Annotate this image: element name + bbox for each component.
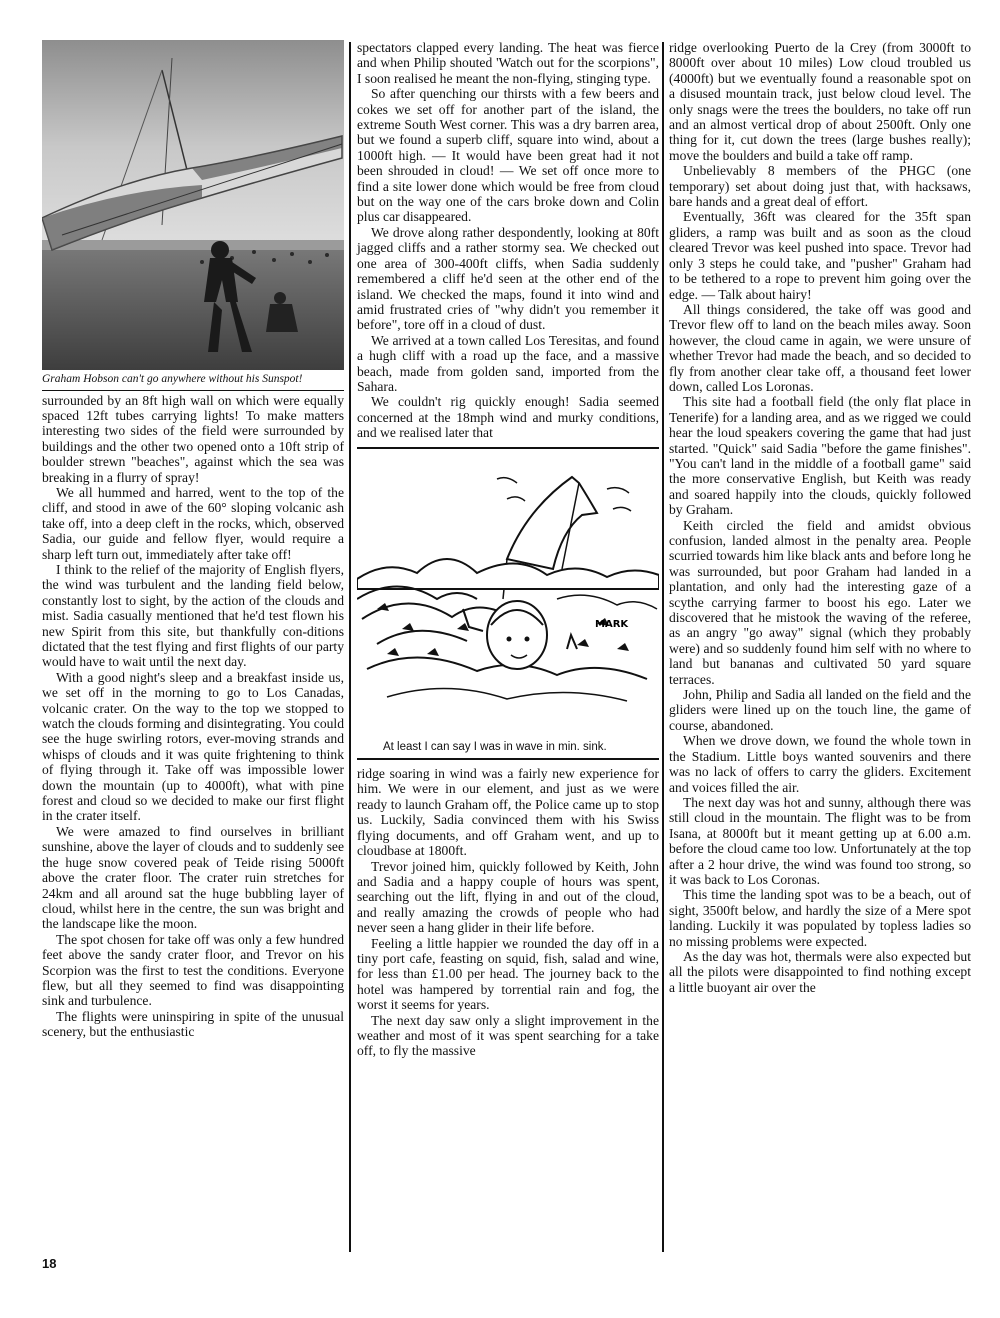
paragraph: We couldn't rig quickly enough! Sadia seemed concerned at the 18mph wind and murky conditions, and we realised later that: [357, 394, 659, 441]
paragraph: We arrived at a town called Los Teresitas, and found a hugh cliff with a road up the face, and a massive beach, made from golden sand, imported from the Sahara.: [357, 332, 659, 394]
paragraph: John, Philip and Sadia all landed on the field and the gliders were lined up on the touch line, the game of course, abandoned.: [669, 687, 971, 733]
paragraph: Keith circled the field and amidst obvious confusion, landed almost in the penalty area. People scurried towards him like black ants and before long he was surrounded, but poor Graham had landed in a plantation, and only had the interesting gaze of a scythe carrying farmer to boost his ego. Later we discovered that he mistook the waving of the referee, as an angry "go away" signal (which they probably were) and so suddenly found him self with no where to land but bananas and cultivated 50 yard square terraces.: [669, 517, 971, 687]
paragraph: The next day was hot and sunny, although there was still cloud in the mountain. The flight was to be from Isana, at 8000ft but it meant getting up at 6.00 a.m. before the cloud came too low. Unfortunately at the top after a 2 hour drive, the wind was found too strong, so it was back to Los Coronas.: [669, 794, 971, 887]
paragraph: The next day saw only a slight improvement in the weather and most of it was spent searching for a take off, to fly the massive: [357, 1012, 659, 1059]
paragraph: The spot chosen for take off was only a few hundred feet above the sandy crater floor, and Trevor on his Scorpion was the first to test the conditions. Everyone flew, but all they seemed to find was disappointing sink and turbulence.: [42, 931, 344, 1009]
paragraph: All things considered, the take off was good and Trevor flew off to land on the beach miles away. Soon however, the cloud came in again, we were unsure of whether Trevor had made the beach, and so decided to fly from another clear take off, a thousand feet lower down, called Los Loronas.: [669, 301, 971, 394]
cartoon-illustration: [357, 447, 659, 737]
hang-glider-photo-icon: [42, 40, 344, 370]
column-2: [357, 40, 659, 1059]
paragraph: This site had a football field (the only flat place in Tenerife) for a landing area, and as we rigged we could hear the loud speakers covering the game that had just started. "Quick" said Sadia "before the game finishes". "You can't land in the middle of a football game" said the more conservative English, but Keith was ready and soared happily into the clouds, quickly followed by Graham.: [669, 394, 971, 518]
paragraph: ridge overlooking Puerto de la Crey (from 3000ft to 8000ft over about 10 miles) Low cloud troubled us (4000ft) but we eventually found a reasonable spot on a disused mountain track, just below cloud level. The only snags were the trees the boulders, no take off run and an almost vertical drop of about 2500ft. Only one thing for it, cut down the trees (large bushes really); move the boulders and build a take off ramp.: [669, 40, 971, 163]
paragraph: As the day was hot, thermals were also expected but all the pilots were disappointed to find nothing except a little buoyant air over the: [669, 948, 971, 995]
page-number: 18: [42, 1256, 57, 1271]
paragraph: Feeling a little happier we rounded the day off in a tiny port cafe, feasting on squid, fish, salad and wine, for less than £1.00 per head. The journey back to the hotel was hampered by torrential rain and fog, the worst it seems for years.: [357, 935, 659, 1013]
cartoon-caption: At least I can say I was in wave in min. sink.: [383, 740, 607, 753]
paragraph: So after quenching our thirsts with a few beers and cokes we set off for another part of the island, the extreme South West corner. This was a dry barren area, but we found a superb cliff, square into wind, about a 1000ft high. — It would have been great had it not been shrouded in cloud! — We set off once more to find a site lower done which would be free from cloud but on the way one of the cars broke down and Colin plus car disappeared.: [357, 86, 659, 225]
cartoon-block: [357, 447, 659, 761]
paragraph: surrounded by an 8ft high wall on which were equally spaced 12ft tubes carrying lights! To make matters interesting two sides of the field were surrounded by buildings and the other two opened onto a 10ft strip of boulder strewn "beaches", against which the sea was breaking in a flurry of spray!: [42, 392, 344, 485]
column-rule-right: [662, 42, 664, 1252]
paragraph: Eventually, 36ft was cleared for the 35ft span gliders, a ramp was built and as soon as the cloud cleared Trevor was keel pushed into space. Trevor had only 3 steps he could take, and "pusher" Graham had to be tethered to a rope to prevent him going over the edge. — Talk about hairy!: [669, 209, 971, 302]
paragraph: Trevor joined him, quickly followed by Keith, John and Sadia and a happy couple of hours was spent, searching out the lift, flying in and out of the cloud, and really amazing the crowds of people who had never seen a hang glider in their life before.: [357, 858, 659, 936]
paragraph: Unbelievably 8 members of the PHGC (one temporary) set about doing just that, with hacksaws, bare hands and a great deal of effort.: [669, 163, 971, 210]
photo-hang-glider: [42, 40, 344, 370]
paragraph: When we drove down, we found the whole town in the Stadium. Little boys wanted souvenirs and there was no lack of offers to carry the gliders. Excitement and voices filled the air.: [669, 733, 971, 795]
cartoon-signature: MARK: [595, 618, 629, 630]
paragraph: ridge soaring in wind was a fairly new experience for him. We were in our element, and just as we were ready to launch Graham off, the Police came up to stop us. Luckily, Sadia convinced them with his Swiss flying documents, and off Graham went, and up to cloudbase at 1800ft.: [357, 766, 659, 859]
paragraph: With a good night's sleep and a breakfast inside us, we set off in the morning to go to Los Canadas, volcanic crater. On the way to the top we stopped to watch the clouds forming and disintegrating. You could see the huge swirling rotors, ever-moving strands and whisps of clouds and it was quite frightening to think of flying through it. Take off was impossible lower down the mountain (up to 4000ft), what with pine forest and cloud so we decided to make our first flight in the crater itself.: [42, 669, 344, 824]
paragraph: I think to the relief of the majority of English flyers, the wind was turbulent and the landing field below, constantly lost to sight, by the action of the clouds and mist. Sadia casually mentioned that he'd test flown his new Spirit from this site, but thankfully con-ditions dictated that the test flying and first flights of our party would have to wait until the next day.: [42, 561, 344, 670]
column-rule-left: [349, 42, 351, 1252]
cartoon-glider-in-sea-icon: [357, 449, 659, 737]
photo-caption: Graham Hobson can't go anywhere without his Sunspot!: [42, 373, 344, 391]
paragraph: We were amazed to find ourselves in brilliant sunshine, above the layer of clouds and to suddenly see the huge snow covered peak of Teide rising 5000ft above the crater floor. The crater ruin stretches for 24km and all around sat the huge bubbling layer of cloud, whilst here in the centre, the sun was bright and the landscape like the moon.: [42, 823, 344, 932]
paragraph: We all hummed and harred, went to the top of the cliff, and stood in awe of the 60° sloping volcanic ash take off, into a deep cleft in the rocks, which, observed Sadia, our guide and fellow flyer, would require a sharp left turn out, immediately after take off!: [42, 484, 344, 562]
paragraph: spectators clapped every landing. The heat was fierce and when Philip shouted 'Watch out for the scorpions", I soon realised he meant the non-flying, stinging type.: [357, 40, 659, 86]
paragraph: The flights were uninspiring in spite of the unusual scenery, but the enthusiastic: [42, 1008, 344, 1040]
column-1: [42, 40, 344, 1040]
column-3: [669, 40, 971, 995]
paragraph: We drove along rather despondently, looking at 80ft jagged cliffs and a rather stormy sea. We checked out one area of 300-400ft cliffs, when Sadia suddenly remembered a cliff he'd seen at the other end of the island. We checked the maps, found it into wind and amid frustrated cries of "why didn't you remember it before", tore off in a cloud of dust.: [357, 224, 659, 333]
paragraph: This time the landing spot was to be a beach, out of sight, 3500ft below, and hardly the size of a Mere spot landing. Luckily it was populated by topless ladies so no missing problems were expected.: [669, 887, 971, 949]
